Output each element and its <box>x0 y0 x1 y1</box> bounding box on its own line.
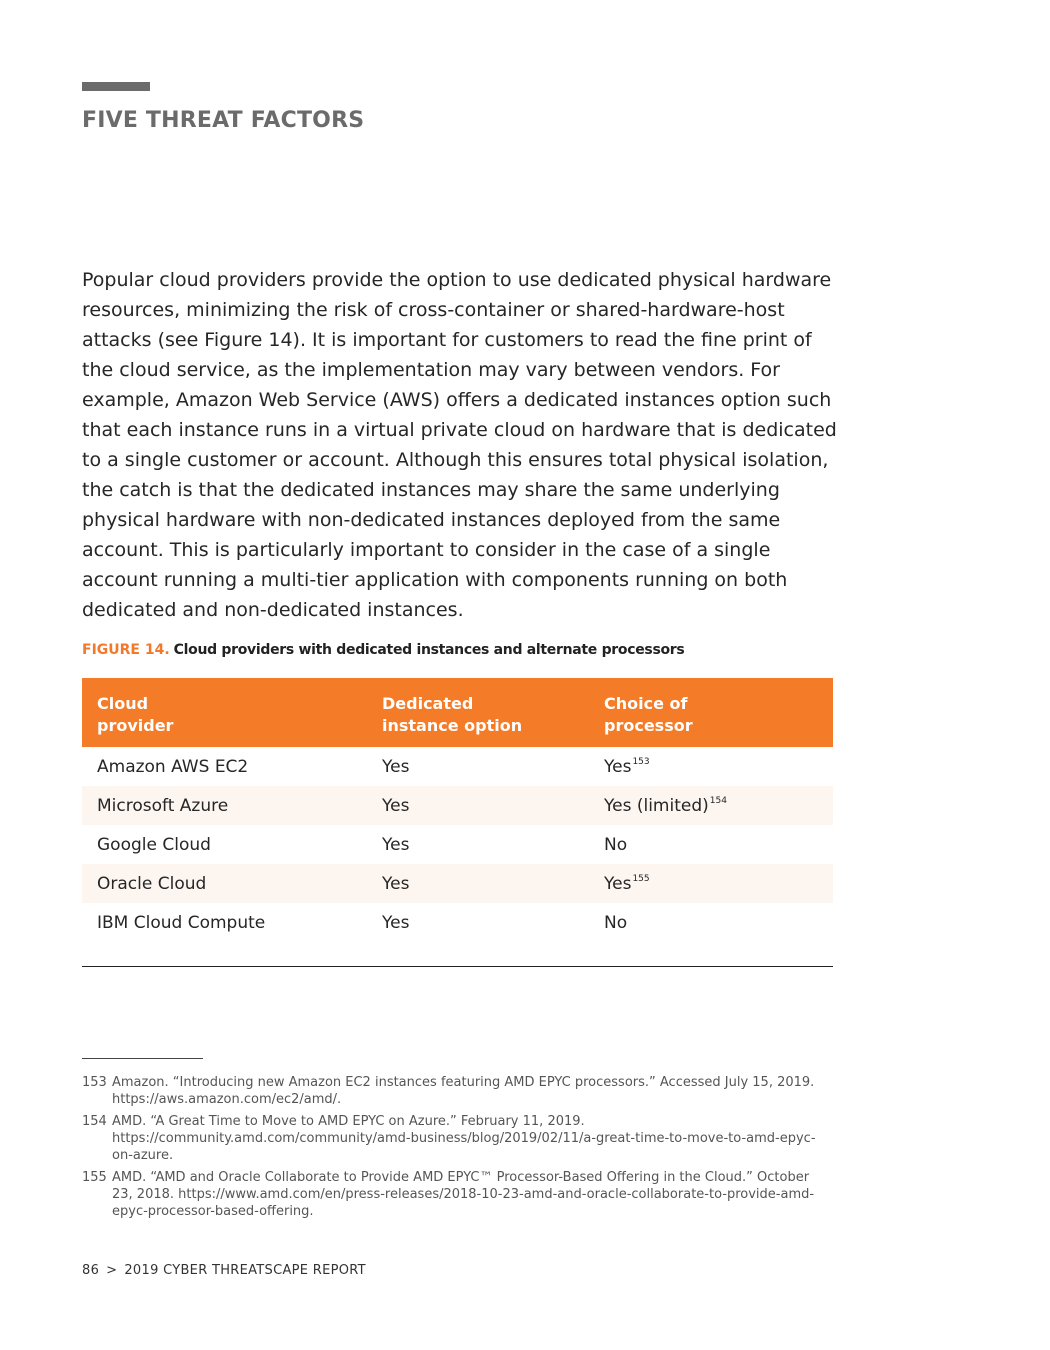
cell-processor-value: Yes (limited) <box>604 795 709 816</box>
figure-caption <box>82 642 842 658</box>
footnote-item <box>82 1169 822 1220</box>
cell-provider: IBM Cloud Compute <box>97 912 266 933</box>
footnote-number: 153 <box>82 1075 107 1090</box>
cell-dedicated: Yes <box>382 795 410 816</box>
footnotes <box>82 1074 822 1225</box>
footnote-ref: 154 <box>709 795 727 806</box>
cell-processor <box>604 913 833 933</box>
report-title: 2019 CYBER THREATSCAPE REPORT <box>124 1263 366 1278</box>
footnote-text: AMD. “A Great Time to Move to AMD EPYC on Azure.” February 11, 2019. https://community.amd.com/community/amd-business/blog/2019/02/11/a-great-time-to-move-to-amd-epyc-on-azure. <box>112 1114 816 1163</box>
page-footer <box>82 1263 366 1278</box>
footnote-divider <box>82 1058 203 1059</box>
cell-processor <box>604 835 833 855</box>
footnote-item <box>82 1074 822 1108</box>
cell-dedicated: Yes <box>382 834 410 855</box>
table-row <box>82 864 833 903</box>
header-choice-of-processor: Choice of processor <box>604 694 693 735</box>
figure-label: FIGURE 14. <box>82 642 170 658</box>
footnote-text: Amazon. “Introducing new Amazon EC2 instances featuring AMD EPYC processors.” Accessed July 15, 2019. https://aws.amazon.com/ec2/amd/. <box>112 1075 815 1107</box>
cell-provider: Microsoft Azure <box>97 795 229 816</box>
header-cloud-provider: Cloud provider <box>97 694 174 735</box>
footnote-ref: 153 <box>632 756 650 767</box>
table-header <box>82 678 833 747</box>
table-row <box>82 747 833 786</box>
cell-dedicated: Yes <box>382 912 410 933</box>
footer-separator: > <box>106 1263 118 1278</box>
footnote-ref: 155 <box>632 873 650 884</box>
body-paragraph: Popular cloud providers provide the option to use dedicated physical hardware resources, minimizing the risk of cross-container or shared-hardware-host attacks (see Figure 14). It is important for customers to read the fine print of the cloud service, as the implementation may vary between vendors. For example, Amazon Web Service (AWS) offers a dedicated instances option such that each instance runs in a virtual private cloud on hardware that is dedicated to a single customer or account. Although this ensures total physical isolation, the catch is that the dedicated instances may share the same underlying physical hardware with non-dedicated instances deployed from the same account. This is particularly important to consider in the case of a single account running a multi-tier application with components running on both dedicated and non-dedicated instances. <box>82 269 837 621</box>
cell-provider: Amazon AWS EC2 <box>97 756 249 777</box>
header-dedicated-instance: Dedicated instance option <box>382 694 523 735</box>
cell-processor-value: Yes <box>604 873 632 894</box>
page-number: 86 <box>82 1263 100 1278</box>
cell-provider: Oracle Cloud <box>97 873 207 894</box>
cell-processor <box>604 874 833 894</box>
section-title: FIVE THREAT FACTORS <box>82 108 365 133</box>
cell-dedicated: Yes <box>382 873 410 894</box>
cell-processor <box>604 757 833 777</box>
cell-provider: Google Cloud <box>97 834 211 855</box>
table-row <box>82 825 833 864</box>
footnote-number: 154 <box>82 1114 107 1129</box>
table-row <box>82 786 833 825</box>
cell-processor <box>604 796 833 816</box>
cell-processor-value: No <box>604 912 628 933</box>
cell-processor-value: Yes <box>604 756 632 777</box>
cloud-providers-table <box>82 678 833 942</box>
table-bottom-rule <box>82 966 833 967</box>
footnote-item <box>82 1113 822 1164</box>
footnote-number: 155 <box>82 1170 107 1185</box>
cell-dedicated: Yes <box>382 756 410 777</box>
cell-processor-value: No <box>604 834 628 855</box>
footnote-text: AMD. “AMD and Oracle Collaborate to Provide AMD EPYC™ Processor-Based Offering in the Cloud.” October 23, 2018. https://www.amd.com/en/press-releases/2018-10-23-amd-and-oracle-collaborate-to-provide-amd-epyc-processor-based-offering. <box>112 1170 815 1219</box>
figure-caption-text: Cloud providers with dedicated instances and alternate processors <box>173 642 685 658</box>
section-accent-bar <box>82 82 150 91</box>
table-row <box>82 903 833 942</box>
